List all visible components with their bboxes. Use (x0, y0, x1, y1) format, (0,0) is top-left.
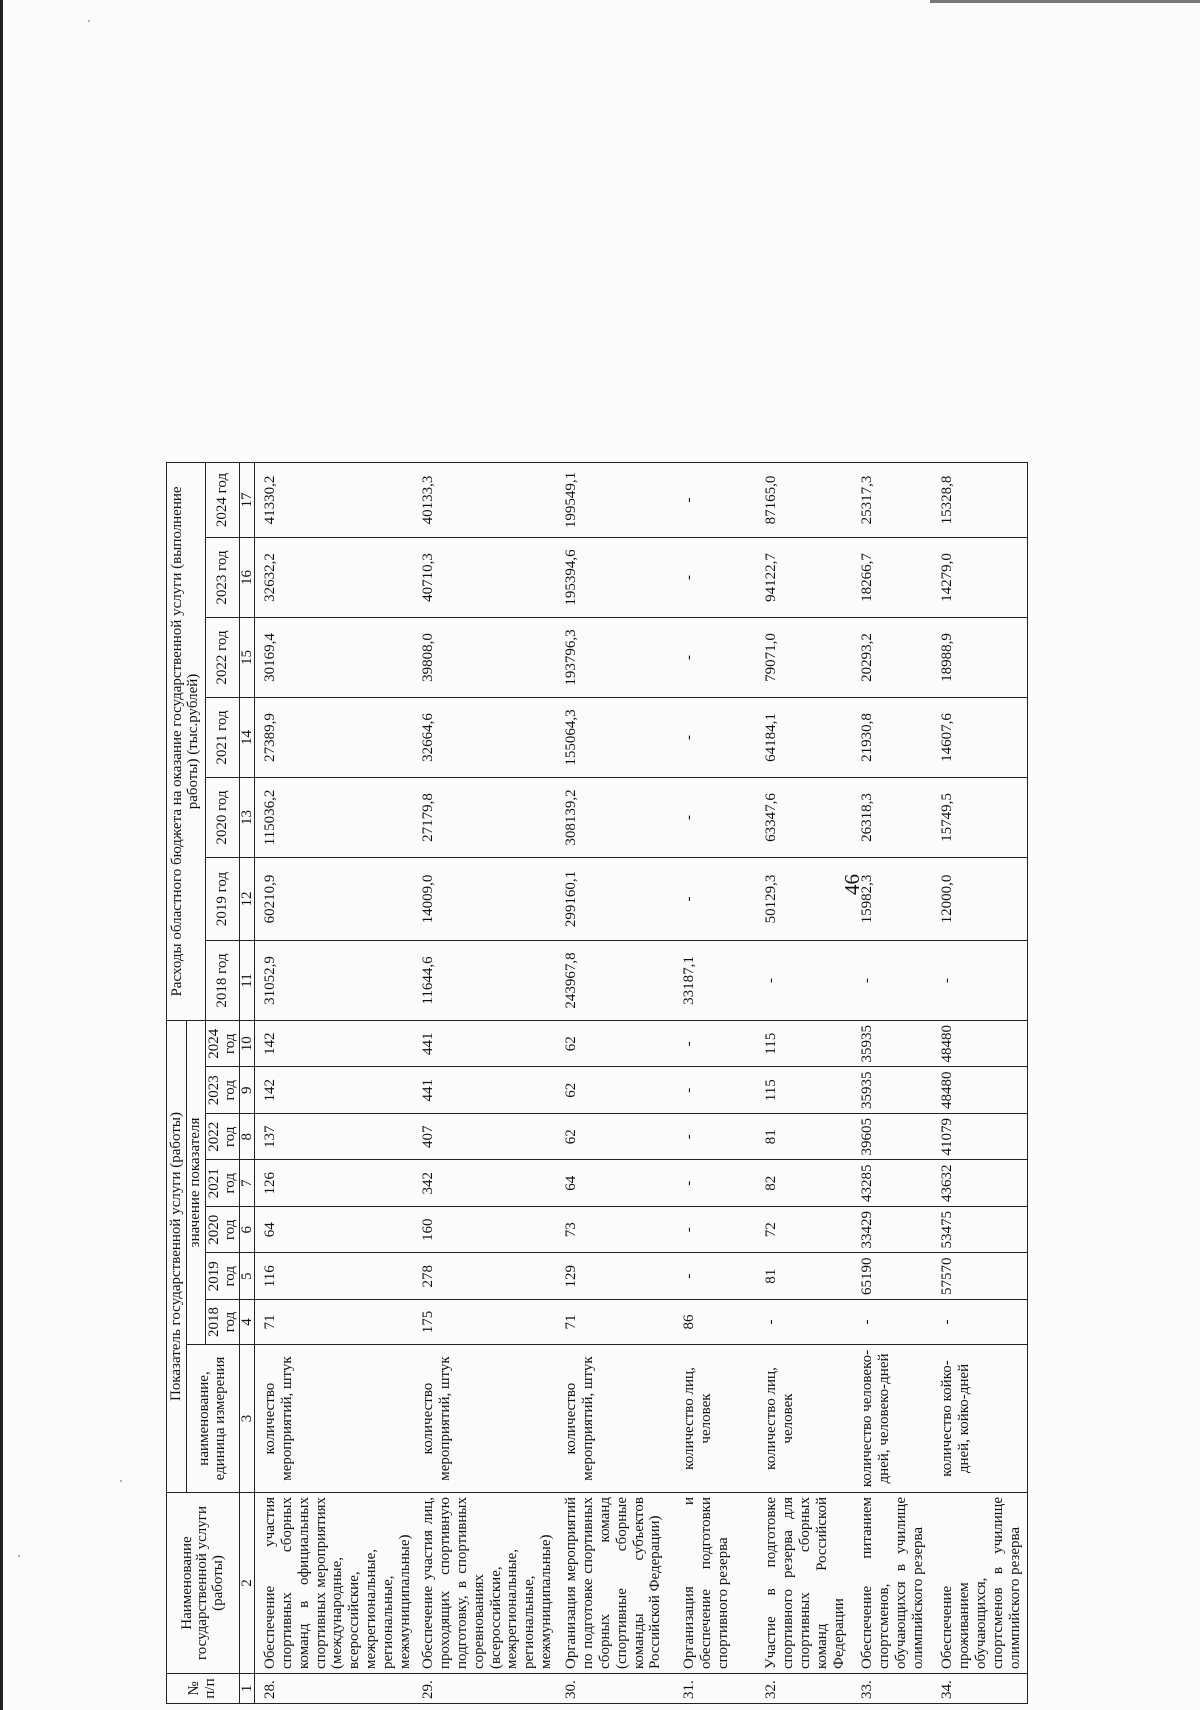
indicator-value: 48480 (932, 1067, 1027, 1114)
table-row (756, 463, 852, 1704)
expense-value: 21930,8 (852, 698, 932, 778)
expense-value: 11644,6 (413, 941, 556, 1021)
expense-value: 193796,3 (556, 618, 674, 698)
expense-value: 32664,6 (413, 698, 556, 778)
table-row (556, 463, 674, 1704)
column-number: 7 (240, 1160, 255, 1207)
indicator-value: 175 (413, 1300, 556, 1345)
indicator-value: - (674, 1253, 756, 1300)
indicator-value: - (756, 1300, 852, 1345)
expense-value: 50129,3 (756, 858, 852, 941)
column-number: 2 (240, 1493, 255, 1674)
service-name: Обеспечение участия лиц, проходящих спортивную подготовку, в спортивных соревнованиях (всероссийские, межрегиональные, региональные, межмуниципальные) (413, 1493, 556, 1674)
header-year: 2018 год (205, 941, 240, 1021)
table-row (255, 463, 414, 1704)
header-indicator-value: значение показателя (187, 1021, 206, 1345)
indicator-value: 142 (255, 1021, 414, 1068)
expense-value: 31052,9 (255, 941, 414, 1021)
expense-value: 12000,0 (932, 858, 1027, 941)
row-number: 31. (674, 1674, 756, 1704)
indicator-value: 81 (756, 1114, 852, 1161)
expense-value: 195394,6 (556, 538, 674, 618)
indicator-value: 53475 (932, 1207, 1027, 1254)
expense-value: 33187,1 (674, 941, 756, 1021)
expense-value: 299160,1 (556, 858, 674, 941)
indicator-value: - (674, 1021, 756, 1068)
indicator-unit: количество мероприятий, штук (255, 1345, 414, 1493)
indicator-value: 441 (413, 1067, 556, 1114)
indicator-value: 48480 (932, 1021, 1027, 1068)
expense-value: 64184,1 (756, 698, 852, 778)
indicator-value: 115 (756, 1067, 852, 1114)
column-number: 5 (240, 1253, 255, 1300)
expense-value: - (674, 538, 756, 618)
expense-value: - (756, 941, 852, 1021)
indicator-value: 126 (255, 1160, 414, 1207)
indicator-value: 65190 (852, 1253, 932, 1300)
expense-value: 25317,3 (852, 463, 932, 538)
header-no: № п/п (167, 1674, 240, 1704)
expense-value: 14279,0 (932, 538, 1027, 618)
expense-value: 308139,2 (556, 778, 674, 858)
indicator-value: 62 (556, 1067, 674, 1114)
indicator-value: 64 (556, 1160, 674, 1207)
expense-value: 40710,3 (413, 538, 556, 618)
indicator-value: - (674, 1160, 756, 1207)
expense-value: 15328,8 (932, 463, 1027, 538)
header-indicator-group: Показатель государственной услуги (работы) (167, 1021, 187, 1493)
row-number: 34. (932, 1674, 1027, 1704)
expense-value: - (674, 858, 756, 941)
indicator-value: 441 (413, 1021, 556, 1068)
indicator-value: 115 (756, 1021, 852, 1068)
indicator-value: 57570 (932, 1253, 1027, 1300)
row-number: 29. (413, 1674, 556, 1704)
column-number: 13 (240, 778, 255, 858)
header-year: 2023 год (205, 1067, 240, 1114)
indicator-value: 62 (556, 1114, 674, 1161)
indicator-value: 43285 (852, 1160, 932, 1207)
row-number: 28. (255, 1674, 414, 1704)
indicator-value: 142 (255, 1067, 414, 1114)
expense-value: 63347,6 (756, 778, 852, 858)
expense-value: 14009,0 (413, 858, 556, 941)
indicator-value: 342 (413, 1160, 556, 1207)
indicator-unit: количество мероприятий, штук (556, 1345, 674, 1493)
expense-value: 199549,1 (556, 463, 674, 538)
header-year: 2018 год (205, 1300, 240, 1345)
expense-value: - (674, 463, 756, 538)
expense-value: 94122,7 (756, 538, 852, 618)
expense-value: 79071,0 (756, 618, 852, 698)
row-number: 33. (852, 1674, 932, 1704)
expense-value: 14607,6 (932, 698, 1027, 778)
indicator-value: 33429 (852, 1207, 932, 1254)
expense-value: 155064,3 (556, 698, 674, 778)
indicator-value: 35935 (852, 1021, 932, 1068)
service-name: Обеспечение проживанием обучающихся, спортсменов в училище олимпийского резерва (932, 1493, 1027, 1674)
column-number: 8 (240, 1114, 255, 1161)
column-number: 9 (240, 1067, 255, 1114)
indicator-value: 62 (556, 1021, 674, 1068)
expense-value: 60210,9 (255, 858, 414, 941)
indicator-unit: количество койко-дней, койко-дней (932, 1345, 1027, 1493)
expense-value: 115036,2 (255, 778, 414, 858)
indicator-value: 41079 (932, 1114, 1027, 1161)
indicator-value: 407 (413, 1114, 556, 1161)
indicator-value: 35935 (852, 1067, 932, 1114)
indicator-value: 278 (413, 1253, 556, 1300)
indicator-value: 160 (413, 1207, 556, 1254)
header-year: 2022 год (205, 1114, 240, 1161)
header-year: 2020 год (205, 778, 240, 858)
header-year: 2024 год (205, 463, 240, 538)
service-name: Организация мероприятий по подготовке спортивных сборных команд (спортивные сборные команды субъектов Российской Федерации) (556, 1493, 674, 1674)
page-number: 46 (840, 874, 864, 895)
expense-value: 87165,0 (756, 463, 852, 538)
indicator-value: 116 (255, 1253, 414, 1300)
column-number: 6 (240, 1207, 255, 1254)
expense-value: 27389,9 (255, 698, 414, 778)
header-year: 2023 год (205, 538, 240, 618)
indicator-value: 43632 (932, 1160, 1027, 1207)
expense-value: 40133,3 (413, 463, 556, 538)
indicator-value: 81 (756, 1253, 852, 1300)
expense-value: 243967,8 (556, 941, 674, 1021)
column-number: 4 (240, 1300, 255, 1345)
indicator-unit: количество лиц, человек (756, 1345, 852, 1493)
expense-value: 39808,0 (413, 618, 556, 698)
indicator-value: 137 (255, 1114, 414, 1161)
header-year: 2022 год (205, 618, 240, 698)
indicator-value: 64 (255, 1207, 414, 1254)
expense-value: - (674, 698, 756, 778)
indicator-value: - (932, 1300, 1027, 1345)
indicator-value: 73 (556, 1207, 674, 1254)
service-name: Обеспечение питанием спортсменов, обучающихся в училище олимпийского резерва (852, 1493, 932, 1674)
table-row (932, 463, 1027, 1704)
expense-value: 20293,2 (852, 618, 932, 698)
expense-value: 18988,9 (932, 618, 1027, 698)
indicator-value: 72 (756, 1207, 852, 1254)
column-number: 15 (240, 618, 255, 698)
table-row (674, 463, 756, 1704)
table-row (852, 463, 932, 1704)
expense-value: - (932, 941, 1027, 1021)
expense-value: - (674, 618, 756, 698)
column-number: 14 (240, 698, 255, 778)
table-row (413, 463, 556, 1704)
header-year: 2024 год (205, 1021, 240, 1068)
indicator-value: 71 (556, 1300, 674, 1345)
indicator-value: - (674, 1114, 756, 1161)
expense-value: - (674, 778, 756, 858)
row-number: 32. (756, 1674, 852, 1704)
column-number: 3 (240, 1345, 255, 1493)
service-name: Обеспечение участия спортивных сборных команд в официальных спортивных мероприятиях (международные, всероссийские, межрегиональные, региональные, межмуниципальные) (255, 1493, 414, 1674)
column-number: 11 (240, 941, 255, 1021)
indicator-unit: количество мероприятий, штук (413, 1345, 556, 1493)
header-expenses-group: Расходы областного бюджета на оказание государственной услуги (выполнение работы) (тыс.рублей) (167, 463, 206, 1021)
indicator-unit: количество лиц, человек (674, 1345, 756, 1493)
header-year: 2020 год (205, 1207, 240, 1254)
services-table (166, 462, 1028, 1704)
indicator-value: - (674, 1067, 756, 1114)
expense-value: 15982,3 (852, 858, 932, 941)
expense-value: - (852, 941, 932, 1021)
expense-value: 32632,2 (255, 538, 414, 618)
indicator-value: 71 (255, 1300, 414, 1345)
column-number: 16 (240, 538, 255, 618)
header-indicator-name-unit: наименование, единица измерения (187, 1345, 240, 1493)
column-number: 10 (240, 1021, 255, 1068)
indicator-value: 82 (756, 1160, 852, 1207)
header-year: 2021 год (205, 698, 240, 778)
column-number: 17 (240, 463, 255, 538)
service-name: Организация и обеспечение подготовки спортивного резерва (674, 1493, 756, 1674)
indicator-unit: количество человеко-дней, человеко-дней (852, 1345, 932, 1493)
service-name: Участие в подготовке спортивного резерва для спортивных сборных команд Российской Федерации (756, 1493, 852, 1674)
expense-value: 15749,5 (932, 778, 1027, 858)
indicator-value: 86 (674, 1300, 756, 1345)
indicator-value: 39605 (852, 1114, 932, 1161)
header-service-name: Наименование государственной услуги (работы) (167, 1493, 240, 1674)
indicator-value: 129 (556, 1253, 674, 1300)
expense-value: 41330,2 (255, 463, 414, 538)
column-number: 12 (240, 858, 255, 941)
header-year: 2021 год (205, 1160, 240, 1207)
expense-value: 26318,3 (852, 778, 932, 858)
column-number: 1 (240, 1674, 255, 1704)
expense-value: 27179,8 (413, 778, 556, 858)
row-number: 30. (556, 1674, 674, 1704)
indicator-value: - (852, 1300, 932, 1345)
header-year: 2019 год (205, 1253, 240, 1300)
expense-value: 30169,4 (255, 618, 414, 698)
header-year: 2019 год (205, 858, 240, 941)
expense-value: 18266,7 (852, 538, 932, 618)
indicator-value: - (674, 1207, 756, 1254)
